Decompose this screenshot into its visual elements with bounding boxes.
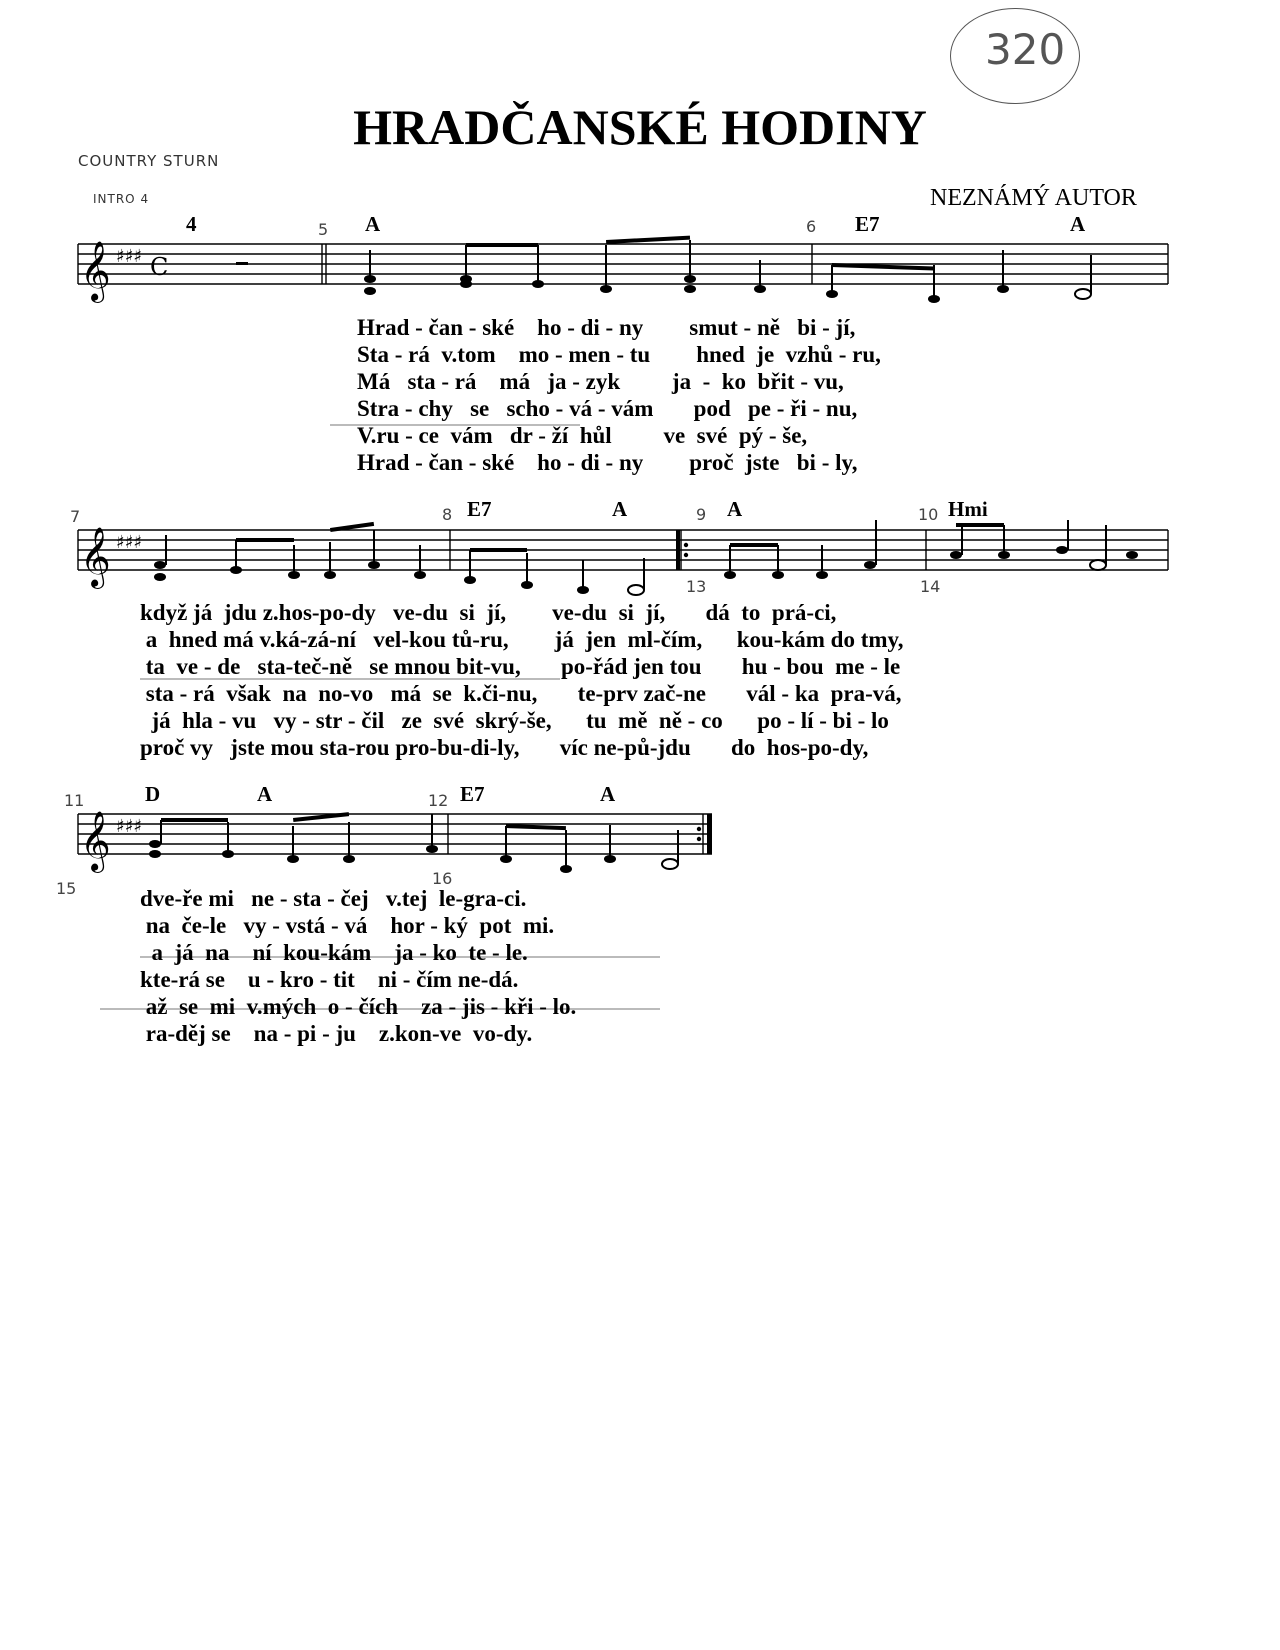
chord-s3-3: E7: [460, 782, 485, 806]
chord-s1-2: A: [365, 212, 381, 236]
lyric-s1-v3: Má sta - rá má ja - zyk ja - ko břit - vu,: [357, 369, 844, 394]
lyric-s2-v6: proč vy jste mou sta-rou pro-bu-di-ly, víc ne-pů-jdu do hos-po-dy,: [140, 735, 869, 760]
handwritten-corner-number: 320: [985, 25, 1066, 74]
svg-text:16: 16: [432, 869, 453, 888]
lyric-s3-v1: dve-ře mi ne - sta - čej v.tej le-gra-ci.: [140, 886, 527, 911]
svg-text:♯♯♯: ♯♯♯: [116, 532, 143, 553]
song-author: NEZNÁMÝ AUTOR: [930, 185, 1137, 211]
chord-s3-2: A: [257, 782, 273, 806]
svg-text:𝄞: 𝄞: [80, 811, 111, 871]
svg-text:11: 11: [64, 791, 85, 810]
chord-s1-3: E7: [855, 212, 880, 236]
lyric-s1-v1: Hrad - čan - ské ho - di - ny smut - ně bi - jí,: [357, 315, 856, 340]
svg-text:5: 5: [318, 220, 329, 239]
lyric-s2-v5: já hla - vu vy - str - čil ze své skrý-še, tu mě ně - co po - lí - bi - lo: [140, 708, 889, 733]
svg-text:9: 9: [696, 505, 707, 524]
chord-s3-1: D: [145, 782, 161, 806]
svg-text:13: 13: [686, 577, 707, 596]
chord-s3-4: A: [600, 782, 616, 806]
chord-s2-2: A: [612, 497, 628, 521]
svg-text:♯♯♯: ♯♯♯: [116, 246, 143, 267]
lyric-s1-v6: Hrad - čan - ské ho - di - ny proč jste bi - ly,: [357, 450, 858, 475]
svg-text:8: 8: [442, 505, 453, 524]
lyric-s2-v3: ta ve - de sta-teč-ně se mnou bit-vu, po-řád jen tou hu - bou me - le: [140, 654, 901, 679]
chord-s1-4: A: [1070, 212, 1086, 236]
lyric-s3-v3: a já na ní kou-kám ja - ko te - le.: [140, 940, 528, 965]
svg-text:12: 12: [428, 791, 449, 810]
svg-text:𝄞: 𝄞: [80, 241, 111, 301]
lyric-s1-v4: Stra - chy se scho - vá - vám pod pe - ři - nu,: [357, 396, 858, 421]
lyric-s3-v5: až se mi v.mých o - čích za - jis - kři - lo.: [140, 994, 577, 1019]
lyric-s2-v2: a hned má v.ká-zá-ní vel-kou tů-ru, já jen ml-čím, kou-kám do tmy,: [140, 627, 904, 652]
svg-text:7: 7: [70, 507, 81, 526]
svg-text:14: 14: [920, 577, 941, 596]
svg-text:C: C: [150, 253, 169, 281]
svg-text:6: 6: [806, 217, 817, 236]
chord-s1-1: 4: [186, 212, 197, 236]
svg-text:10: 10: [918, 505, 939, 524]
lyric-s3-v2: na če-le vy - vstá - vá hor - ký pot mi.: [140, 913, 555, 938]
svg-text:𝄞: 𝄞: [80, 527, 111, 587]
lyric-s2-v4: sta - rá však na no-vo má se k.či-nu, te-prv zač-ne vál - ka pra-vá,: [140, 681, 902, 706]
svg-text:♯♯♯: ♯♯♯: [116, 816, 143, 837]
song-title: HRADČANSKÉ HODINY: [353, 99, 927, 155]
chord-s2-4: Hmi: [948, 497, 988, 521]
handwritten-top-note: COUNTRY STURN: [78, 152, 220, 170]
handwritten-intro-note: INTRO 4: [93, 192, 150, 206]
lyric-s1-v5: V.ru - ce vám dr - ží hůl ve své pý - še,: [357, 423, 808, 448]
chord-s2-1: E7: [467, 497, 492, 521]
lyric-s2-v1: když já jdu z.hos-po-dy ve-du si jí, ve-du si jí, dá to prá-ci,: [140, 600, 837, 625]
lyric-s3-v6: ra-děj se na - pi - ju z.kon-ve vo-dy.: [140, 1021, 533, 1046]
lyric-s3-v4: kte-rá se u - kro - tit ni - čím ne-dá.: [140, 967, 519, 992]
lyric-s1-v2: Sta - rá v.tom mo - men - tu hned je vzhů - ru,: [357, 342, 881, 367]
chord-s2-3: A: [727, 497, 743, 521]
svg-text:15: 15: [56, 879, 77, 898]
